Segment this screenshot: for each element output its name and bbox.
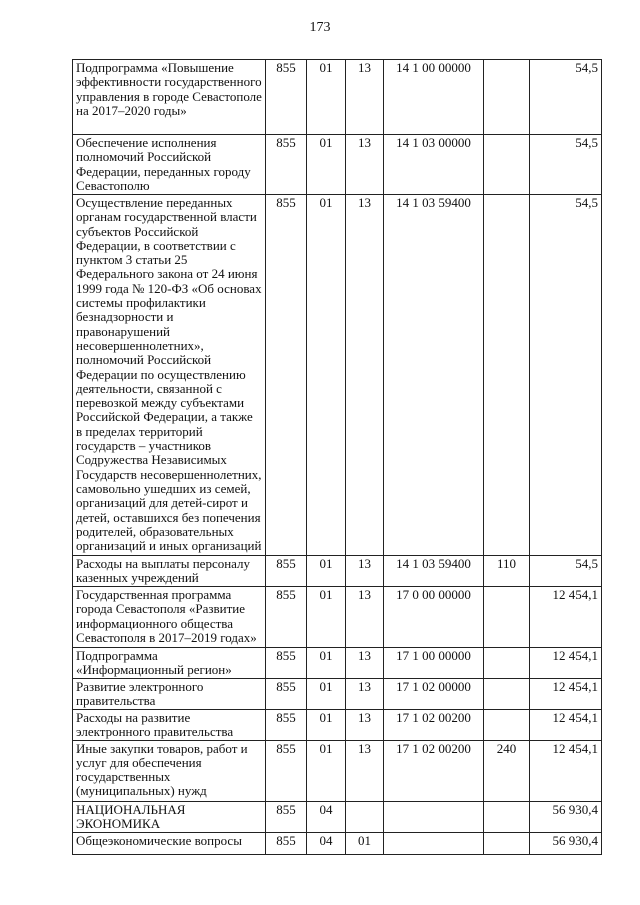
table-row	[73, 709, 602, 740]
section-code: 01	[307, 648, 346, 679]
target-code: 14 1 03 00000	[384, 135, 484, 195]
amount: 12 454,1	[530, 648, 602, 679]
target-code: 17 1 00 00000	[384, 648, 484, 679]
subsection-code: 13	[346, 648, 384, 679]
amount: 54,5	[530, 556, 602, 587]
row-name: Расходы на выплаты персоналу казенных учреждений	[73, 556, 266, 587]
subsection-code	[346, 801, 384, 832]
section-code: 01	[307, 195, 346, 556]
table-row	[73, 801, 602, 832]
section-code: 04	[307, 832, 346, 854]
amount: 12 454,1	[530, 709, 602, 740]
target-code	[384, 832, 484, 854]
expense-type-code: 240	[484, 740, 530, 801]
ministry-code: 855	[266, 648, 307, 679]
expense-type-code	[484, 648, 530, 679]
row-name: Общеэкономические вопросы	[73, 832, 266, 854]
subsection-code: 13	[346, 587, 384, 648]
ministry-code: 855	[266, 679, 307, 710]
target-code: 14 1 03 59400	[384, 195, 484, 556]
ministry-code: 855	[266, 801, 307, 832]
ministry-code: 855	[266, 60, 307, 135]
section-code: 04	[307, 801, 346, 832]
target-code: 17 1 02 00200	[384, 740, 484, 801]
table-row	[73, 740, 602, 801]
row-name: Обеспечение исполнения полномочий Российской Федерации, переданных городу Севастополю	[73, 135, 266, 195]
ministry-code: 855	[266, 832, 307, 854]
target-code: 17 0 00 00000	[384, 587, 484, 648]
subsection-code: 13	[346, 195, 384, 556]
section-code: 01	[307, 60, 346, 135]
amount: 54,5	[530, 195, 602, 556]
amount: 12 454,1	[530, 587, 602, 648]
subsection-code: 13	[346, 556, 384, 587]
row-name: Расходы на развитие электронного правительства	[73, 709, 266, 740]
section-code: 01	[307, 587, 346, 648]
expense-type-code	[484, 587, 530, 648]
expense-type-code: 110	[484, 556, 530, 587]
expense-type-code	[484, 679, 530, 710]
table-row	[73, 556, 602, 587]
table-row	[73, 832, 602, 854]
amount: 56 930,4	[530, 832, 602, 854]
target-code: 14 1 03 59400	[384, 556, 484, 587]
amount: 54,5	[530, 135, 602, 195]
budget-table	[72, 59, 602, 855]
table-row	[73, 648, 602, 679]
section-code: 01	[307, 135, 346, 195]
ministry-code: 855	[266, 135, 307, 195]
subsection-code: 13	[346, 709, 384, 740]
table-row	[73, 60, 602, 135]
table-row	[73, 195, 602, 556]
ministry-code: 855	[266, 195, 307, 556]
section-code: 01	[307, 709, 346, 740]
table-row	[73, 587, 602, 648]
amount: 54,5	[530, 60, 602, 135]
amount: 12 454,1	[530, 740, 602, 801]
ministry-code: 855	[266, 740, 307, 801]
ministry-code: 855	[266, 709, 307, 740]
ministry-code: 855	[266, 587, 307, 648]
section-code: 01	[307, 679, 346, 710]
expense-type-code	[484, 801, 530, 832]
target-code: 14 1 00 00000	[384, 60, 484, 135]
row-name: Иные закупки товаров, работ и услуг для обеспечения государственных (муниципальных) нужд	[73, 740, 266, 801]
target-code: 17 1 02 00200	[384, 709, 484, 740]
subsection-code: 13	[346, 135, 384, 195]
row-name: Государственная программа города Севастополя «Развитие информационного общества Севастополя в 2017–2019 годах»	[73, 587, 266, 648]
page-number: 173	[309, 20, 331, 35]
ministry-code: 855	[266, 556, 307, 587]
row-name: Подпрограмма «Повышение эффективности государственного управления в городе Севастополе на 2017–2020 годы»	[73, 60, 266, 135]
expense-type-code	[484, 709, 530, 740]
section-code: 01	[307, 740, 346, 801]
target-code: 17 1 02 00000	[384, 679, 484, 710]
amount: 56 930,4	[530, 801, 602, 832]
expense-type-code	[484, 60, 530, 135]
subsection-code: 13	[346, 679, 384, 710]
row-name: Осуществление переданных органам государственной власти субъектов Российской Федерации, в соответствии с пунктом 3 статьи 25 Федерального закона от 24 июня 1999 года № 120-ФЗ «Об основах системы профилактики безнадзорности и правонарушений несовершеннолетних», полномочий Российской Федерации по осуществлению деятельности, связанной с перевозкой между субъектами Российской Федерации, а также в пределах территорий государств – участников Содружества Независимых Государств несовершеннолетних, самовольно ушедших из семей, организаций для детей-сирот и детей, оставшихся без попечения родителей, образовательных организаций и иных организаций	[73, 195, 266, 556]
subsection-code: 13	[346, 60, 384, 135]
table-row	[73, 679, 602, 710]
section-code: 01	[307, 556, 346, 587]
subsection-code: 01	[346, 832, 384, 854]
expense-type-code	[484, 135, 530, 195]
target-code	[384, 801, 484, 832]
row-name: Развитие электронного правительства	[73, 679, 266, 710]
amount: 12 454,1	[530, 679, 602, 710]
subsection-code: 13	[346, 740, 384, 801]
expense-type-code	[484, 832, 530, 854]
table-row	[73, 135, 602, 195]
row-name: НАЦИОНАЛЬНАЯ ЭКОНОМИКА	[73, 801, 266, 832]
row-name: Подпрограмма «Информационный регион»	[73, 648, 266, 679]
expense-type-code	[484, 195, 530, 556]
